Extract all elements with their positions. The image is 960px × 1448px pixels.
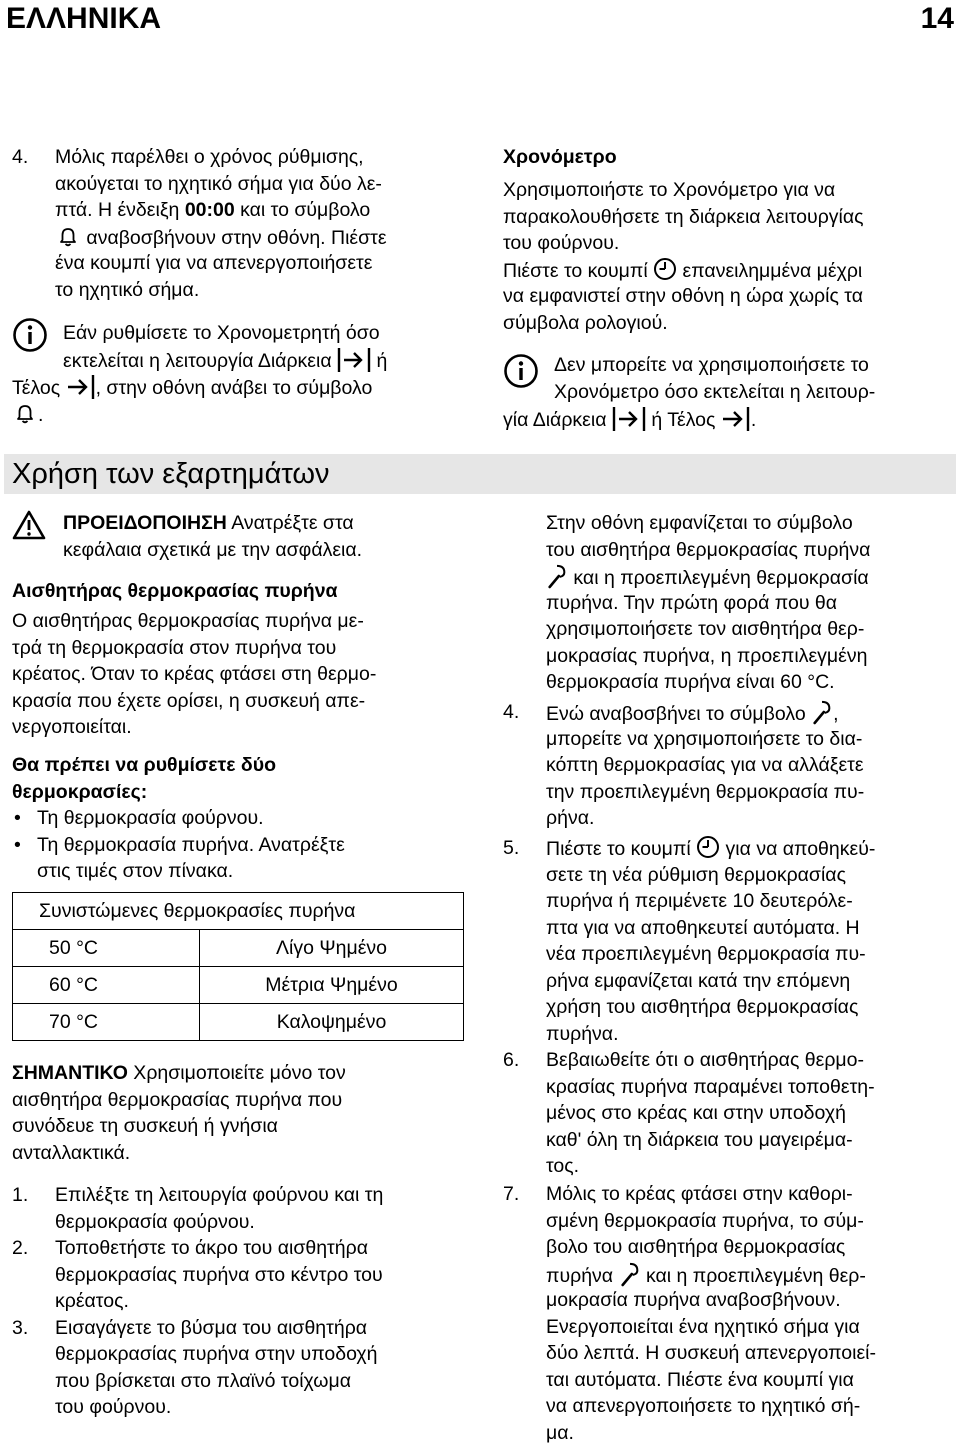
info-1-line-1: Εάν ρυθμίσετε το Χρονομετρητή όσο [63, 322, 380, 344]
end-time-icon [721, 406, 751, 432]
table-header: Συνιστώμενες θερμοκρασίες πυρήνα [13, 893, 464, 930]
temperature-bullets [12, 805, 472, 885]
step-4-line-6: το ηχητικό σήμα. [55, 278, 200, 301]
info-1-line-3: Τέλος , στην οθόνη ανάβει το σύμβολο [12, 374, 472, 402]
table-row: 60 °C Μέτρια Ψημένο [13, 967, 464, 1004]
section-title: Χρήση των εξαρτημάτων [4, 454, 956, 494]
header-language: ΕΛΛΗΝΙΚΑ [6, 2, 162, 35]
bell-icon [55, 224, 81, 248]
clock-icon [653, 257, 677, 281]
bell-icon [12, 401, 38, 425]
warning-line-1: ΠΡΟΕΙΔΟΠΟΙΗΣΗ Ανατρέξτε στα [63, 512, 354, 534]
core-temperature-table [12, 892, 464, 1041]
bullet-item: • Τη θερμοκρασία φούρνου. [12, 805, 472, 832]
display-0000: 00:00 [184, 199, 235, 221]
important-line-1: ΣΗΜΑΝΤΙΚΟ Χρησιμοποιείτε μόνο τον [12, 1062, 346, 1084]
bullet-item: • Τη θερμοκρασία πυρήνα. Ανατρέξτε στις τιμές στον πίνακα. [12, 832, 472, 885]
warning-line-2: κεφάλαια σχετικά με την ασφάλεια. [63, 538, 363, 561]
end-time-icon [66, 374, 96, 400]
core-probe-title: Αισθητήρας θερμοκρασίας πυρήνα [12, 580, 338, 602]
cont-line-3: και η προεπιλεγμένη θερμοκρασία [503, 563, 960, 592]
table-row: 70 °C Καλοψημένο [13, 1004, 464, 1041]
step-4-line-3: πτά. Η ένδειξη 00:00 και το σύμβολο [55, 199, 371, 221]
clock-icon [696, 835, 720, 859]
duration-icon [337, 347, 371, 373]
info-1-line-2: εκτελείται η λειτουργία Διάρκεια ή [12, 347, 523, 375]
timer-p2-line-1: Πιέστε το κουμπί επανειλημμένα μέχρι [503, 257, 953, 285]
step-4-line-2: ακούγεται το ηχητικό σήμα για δύο λε- [55, 172, 382, 195]
timer-info-line-3: γία Διάρκεια ή Τέλος . [503, 406, 953, 434]
core-probe-icon [811, 699, 833, 725]
step-7-line-4: πυρήνα και η προεπιλεγμένη θερ- [503, 1261, 960, 1290]
timer-title: Χρονόμετρο [503, 146, 617, 168]
duration-icon [612, 406, 646, 432]
step-4-number: 4. [12, 146, 29, 168]
core-probe-icon [546, 563, 568, 589]
step-4-line-4: αναβοσβήνουν στην οθόνη. Πιέστε [12, 224, 515, 252]
page-number: 14 [920, 2, 954, 35]
table-row: 50 °C Λίγο Ψημένο [13, 930, 464, 967]
core-probe-icon [619, 1261, 641, 1287]
info-1-line-4: . [12, 401, 472, 429]
step-4-line-5: ένα κουμπί για να απενεργοποιήσετε [55, 252, 373, 274]
